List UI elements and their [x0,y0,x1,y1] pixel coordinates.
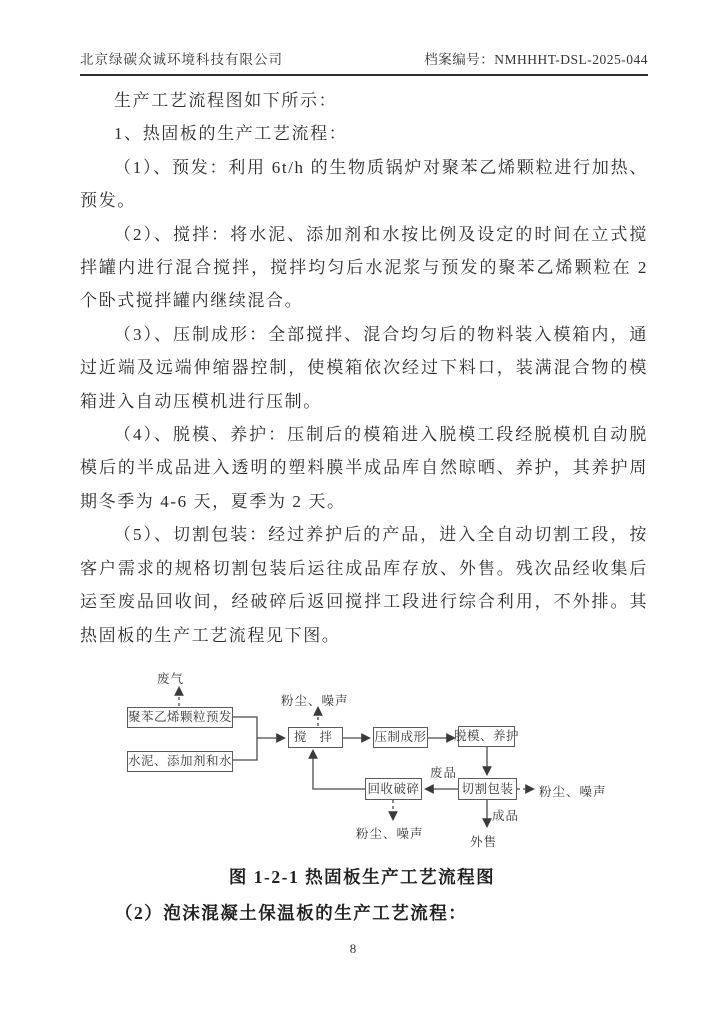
header-company-name: 北京绿碳众诚环境科技有限公司 [80,52,283,67]
page-number: 8 [349,941,357,956]
paragraph-step-4: （4）、脱模、养护：压制后的模箱进入脱模工段经脱模机自动脱模后的半成品进入透明的塑料膜半成品库自然晾晒、养护，其养护周期冬季为 4-6 天，夏季为 2 天。 [80,425,648,511]
body-text [80,84,648,652]
flow-label-finished-product: 成品 [492,809,520,823]
flow-box-cutting: 切割包装 [458,778,517,800]
flow-box-pressing: 压制成形 [373,727,428,748]
flow-label-dust-noise-cutting: 粉尘、噪声 [539,785,607,799]
flow-box-recycling: 回收破碎 [365,778,422,800]
flow-label-waste-gas: 废气 [157,672,185,686]
flow-label-dust-noise-mixing: 粉尘、噪声 [281,694,349,708]
header-doc-number [424,48,648,68]
paragraph-step-2: （2）、搅拌：将水泥、添加剂和水按比例及设定的时间在立式搅拌罐内进行混合搅拌，搅拌均匀后水泥浆与预发的聚苯乙烯颗粒在 2 个卧式搅拌罐内继续混合。 [80,224,648,311]
page-header [80,48,648,76]
paragraph-step-5: （5）、切割包装：经过养护后的产品，进入全自动切割工段，按客户需求的规格切割包装后运往成品库存放、外售。残次品经收集后运至废品回收间，经破碎后返回搅拌工段进行综合利用，不外排。其热固板的生产工艺流程见下图。 [80,525,648,645]
flow-box-mixing: 搅 拌 [288,727,343,748]
flow-box-demolding: 脱模、养护 [458,726,515,747]
paragraph-step-3: （3）、压制成形：全部搅拌、混合均匀后的物料装入模箱内，通过近端及远端伸缩器控制，使模箱依次经过下料口，装满混合物的模箱进入自动压模机进行压制。 [80,324,648,411]
flow-box-pre-expansion: 聚苯乙烯颗粒预发 [127,707,233,728]
doc-number-label: 档案编号： [424,52,495,67]
process-flowchart [0,658,724,858]
figure-caption: 图 1-2-1 热固板生产工艺流程图 [228,867,496,887]
paragraph-process-heading: 1、热固板的生产工艺流程： [114,124,348,144]
doc-number-value: NMHHHT-DSL-2025-044 [494,52,648,67]
flow-box-materials: 水泥、添加剂和水 [127,751,233,772]
flow-label-dust-noise-recycling: 粉尘、噪声 [356,827,424,841]
flow-label-external-sale: 外售 [470,835,498,849]
paragraph-intro: 生产工艺流程图如下所示： [114,91,338,110]
paragraph-step-1: （1）、预发：利用 6t/h 的生物质锅炉对聚苯乙烯颗粒进行加热、预发。 [80,157,648,211]
flow-label-scrap: 废品 [430,766,458,780]
section-subheading: （2）泡沫混凝土保温板的生产工艺流程： [115,903,468,923]
